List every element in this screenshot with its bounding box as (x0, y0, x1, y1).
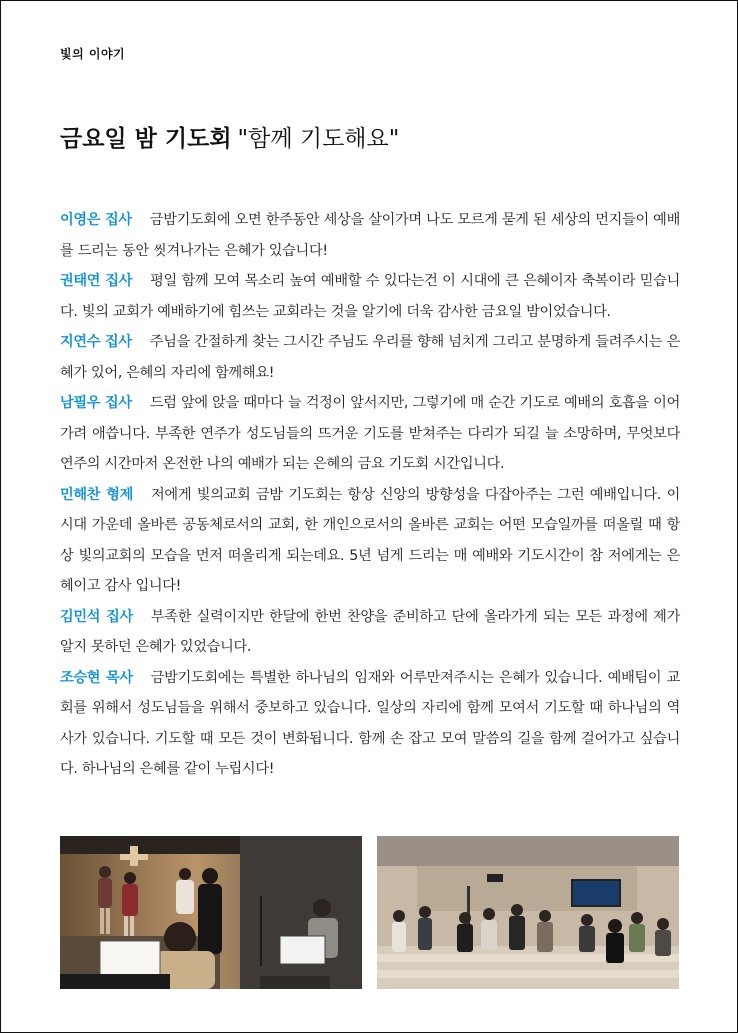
testimony-text: 드럼 앞에 앉을 때마다 늘 걱정이 앞서지만, 그렇기에 매 순간 기도로 예배의 호흡을 이어가려 애씁니다. 부족한 연주가 성도님들의 뜨거운 기도를 받쳐주는 다리가 되길 늘 소망하며, 무엇보다 연주의 시간마저 온전한 나의 예배가 되는 은혜의 금요 기도회 시간입니다. (60, 395, 680, 472)
speaker-name: 김민석 집사 (60, 608, 133, 625)
worship-team-photo (60, 836, 362, 989)
testimony-entry (60, 663, 680, 785)
page-title (60, 120, 399, 153)
testimony-entry (60, 602, 680, 663)
congregation-photo (377, 836, 679, 989)
speaker-name: 이영은 집사 (60, 212, 132, 228)
testimonies (60, 205, 680, 785)
testimony-entry (60, 388, 680, 480)
section-label: 빛의 이야기 (60, 47, 126, 61)
testimony-text: 저에게 빛의교회 금밤 기도회는 항상 신앙의 방향성을 다잡아주는 그런 예배입니다. 이 시대 가운데 올바른 공동체로서의 교회, 한 개인으로서의 올바른 교회는 어떤 모습일까를 떠올릴 때 항상 빛의교회의 모습을 먼저 떠올리게 되는데요. 5년 넘게 드리는 매 예배와 기도시간이 참 저에게는 은혜이고 감사 입니다! (60, 486, 680, 594)
speaker-name: 남필우 집사 (60, 395, 132, 411)
testimony-entry (60, 327, 680, 388)
speaker-name: 민해찬 형제 (60, 486, 134, 503)
speaker-name: 조승현 목사 (60, 669, 133, 686)
testimony-entry (60, 205, 680, 266)
testimony-text: 평일 함께 모여 목소리 높여 예배할 수 있다는건 이 시대에 큰 은혜이자 축복이라 믿습니다. 빛의 교회가 예배하기에 힘쓰는 교회라는 것을 알기에 더욱 감사한 금요일 밤이었습니다. (60, 273, 680, 320)
testimony-text: 주님을 간절하게 찾는 그시간 주님도 우리를 향해 넘치게 그리고 분명하게 들려주시는 은혜가 있어, 은혜의 자리에 함께해요! (60, 334, 680, 381)
testimony-text: 부족한 실력이지만 한달에 한번 찬양을 준비하고 단에 올라가게 되는 모든 과정에 제가 알지 못하던 은혜가 있었습니다. (60, 608, 680, 655)
title-main: 금요일 밤 기도회 (60, 126, 232, 152)
title-quote: "함께 기도해요" (237, 126, 400, 152)
testimony-entry (60, 480, 680, 602)
testimony-text: 금밤기도회에는 특별한 하나님의 임재와 어루만져주시는 은혜가 있습니다. 예배팀이 교회를 위해서 성도님들을 위해서 중보하고 있습니다. 일상의 자리에 함께 모여서 기도할 때 하나님의 역사가 있습니다. 기도할 때 모든 것이 변화됩니다. 함께 손 잡고 모여 말씀의 길을 함께 걸어가고 싶습니다. 하나님의 은혜를 같이 누립시다! (60, 669, 680, 777)
testimony-entry (60, 266, 680, 327)
speaker-name: 권태연 집사 (60, 273, 133, 289)
testimony-text: 금밤기도회에 오면 한주동안 세상을 살이가며 나도 모르게 묻게 된 세상의 먼지들이 예배를 드리는 동안 씻겨나가는 은혜가 있습니다! (60, 212, 680, 259)
speaker-name: 지연수 집사 (60, 334, 132, 350)
